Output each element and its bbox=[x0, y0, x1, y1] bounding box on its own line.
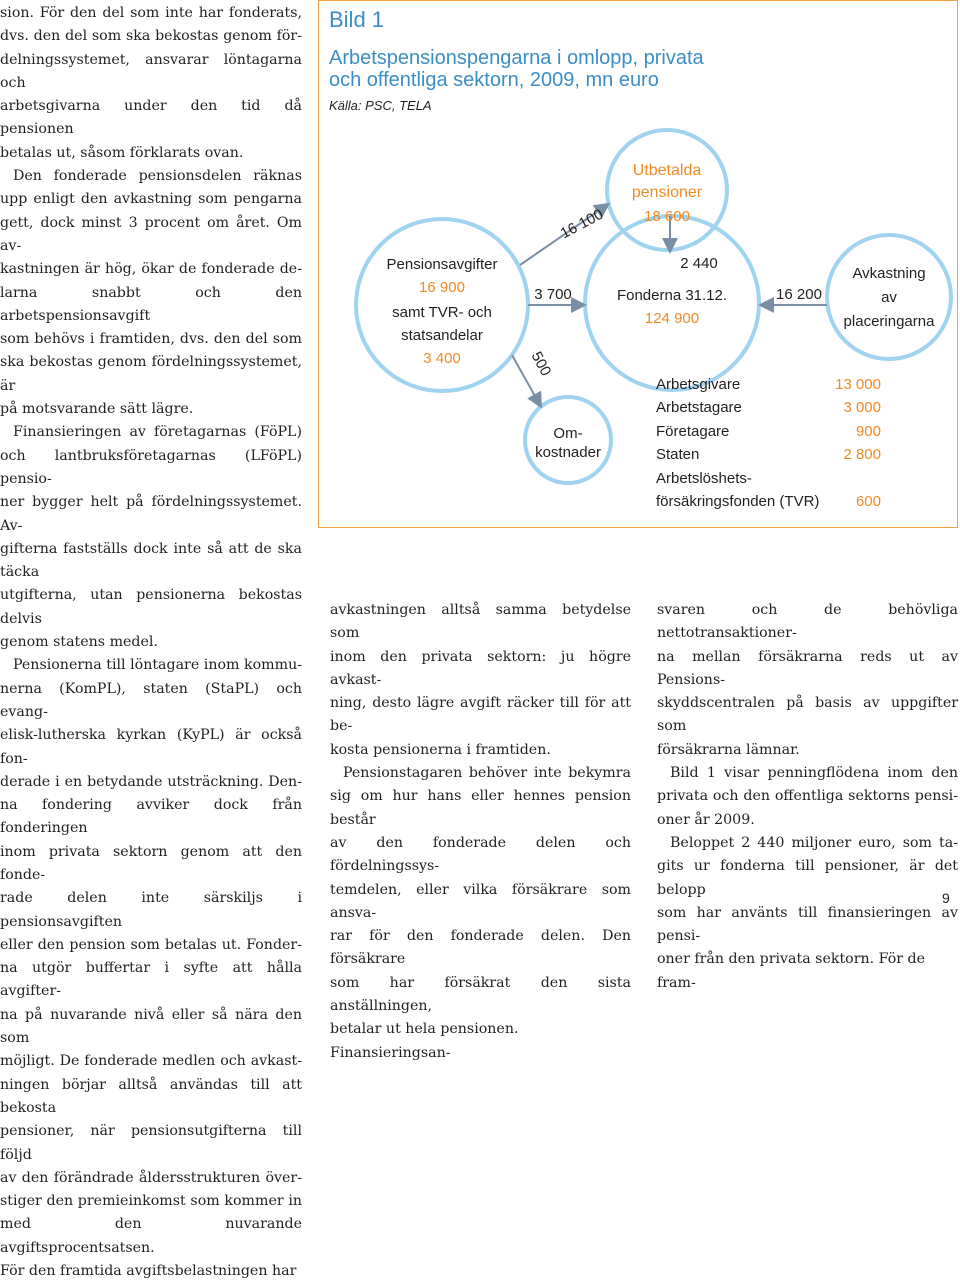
right-text-column bbox=[657, 599, 958, 995]
flow-label-funds-to-payouts: 2 440 bbox=[680, 255, 718, 272]
text-line: genom statens medel. bbox=[0, 634, 158, 651]
text-line: av den förändrade åldersstrukturen över- bbox=[0, 1169, 302, 1186]
text-line: na fondering avviker dock från fonderingen bbox=[0, 797, 302, 837]
text-line: För den framtida avgiftsbelastningen har bbox=[0, 1263, 297, 1280]
flow-diagram bbox=[0, 0, 960, 530]
text-line: kastningen är hög, ökar de fonderade de- bbox=[0, 261, 302, 278]
text-line: avkastningen alltså samma betydelse som bbox=[330, 602, 631, 642]
text-line: temdelen, eller vilka försäkrare som ansva- bbox=[330, 881, 631, 921]
text-line: med den nuvarande avgiftsprocentsatsen. bbox=[0, 1216, 302, 1256]
contributions-value: 3 400 bbox=[423, 350, 461, 367]
flow-label-returns-to-funds: 16 200 bbox=[776, 286, 822, 303]
text-line: sion. För den del som inte har fonderats, bbox=[0, 5, 302, 21]
returns-label: placeringarna bbox=[843, 313, 935, 330]
text-line: stiger den premieinkomst som kommer in bbox=[0, 1193, 302, 1210]
contributions-label: samt TVR- och bbox=[392, 304, 492, 321]
payer-breakdown-table bbox=[656, 376, 881, 510]
text-line: na på nuvarande nivå eller så nära den som bbox=[0, 1006, 302, 1047]
text-line: arbetsgivarna under den tid då pensionen bbox=[0, 98, 302, 138]
text-line: skyddscentralen på basis av uppgifter som bbox=[657, 695, 958, 735]
payer-label: Staten bbox=[656, 446, 700, 463]
text-line: ningen börjar alltså användas till att bekosta bbox=[0, 1076, 302, 1116]
payer-value: 900 bbox=[855, 423, 881, 440]
flow-label-to-admin: 500 bbox=[527, 348, 555, 379]
payer-label: Arbetsgivare bbox=[656, 376, 741, 393]
flow-label-to-funds: 3 700 bbox=[534, 286, 572, 303]
text-line: privata och den offentliga sektorns pensi- bbox=[657, 788, 958, 805]
figure-title-line: Arbetspensionspengarna i omlopp, privata bbox=[329, 47, 704, 69]
returns-label: av bbox=[881, 289, 897, 306]
text-line: betalas ut, såsom förklarats ovan. bbox=[0, 144, 244, 161]
payer-value: 3 000 bbox=[843, 399, 881, 416]
text-line: derade i en betydande utsträckning. Den- bbox=[0, 773, 302, 790]
text-line: na mellan försäkrarna reds ut av Pensions- bbox=[657, 648, 958, 688]
text-line: inom privata sektorn genom att den fonde- bbox=[0, 843, 302, 883]
text-line: Finansieringen av företagarnas (FöPL) bbox=[13, 424, 302, 441]
text-line: Pensionerna till löntagare inom kommu- bbox=[13, 657, 302, 674]
contributions-label: statsandelar bbox=[401, 327, 483, 344]
payer-label: försäkringsfonden (TVR) bbox=[656, 493, 820, 510]
text-line: pensioner, när pensionsutgifterna till följd bbox=[0, 1123, 302, 1163]
figure-source: Källa: PSC, TELA bbox=[329, 98, 432, 113]
payouts-label: pensioner bbox=[631, 184, 703, 201]
text-line: upp enligt den avkastning som pengarna bbox=[0, 191, 302, 208]
payer-value: 13 000 bbox=[835, 376, 881, 393]
text-line: Beloppet 2 440 miljoner euro, som ta- bbox=[670, 834, 958, 851]
figure-label: Bild 1 bbox=[329, 7, 385, 32]
text-line: na utgör buffertar i syfte att hålla avgifter- bbox=[0, 960, 302, 1000]
text-line: gifterna fastställs dock inte så att de ska täcka bbox=[0, 540, 302, 581]
text-line: kosta pensionerna i framtiden. bbox=[330, 741, 551, 758]
text-line: betalar ut hela pensionen. Finansieringsan- bbox=[330, 1021, 519, 1061]
text-line: Pensionstagaren behöver inte bekymra bbox=[343, 765, 631, 782]
text-line: rar för den fonderade delen. Den försäkrare bbox=[330, 928, 631, 968]
text-line: ner bygger helt på fördelningssystemet. Av- bbox=[0, 494, 302, 534]
payer-label: Företagare bbox=[656, 423, 730, 440]
text-line: gett, dock minst 3 procent om året. Om av- bbox=[0, 214, 302, 254]
text-line: nerna (KomPL), staten (StaPL) och evang- bbox=[0, 680, 302, 720]
text-line: Bild 1 visar penningflödena inom den bbox=[670, 765, 958, 782]
text-line: som behövs i framtiden, dvs. den del som bbox=[0, 331, 302, 348]
text-line: ska bekostas genom fördelningssystemet, är bbox=[0, 354, 302, 394]
text-line: som har använts till finansieringen av pensi- bbox=[657, 904, 958, 945]
text-line: av den fonderade delen och fördelningssys- bbox=[330, 834, 631, 875]
payer-label: Arbetslöshets- bbox=[656, 470, 752, 487]
payouts-value: 18 600 bbox=[644, 208, 690, 225]
text-line: utgifterna, utan pensionerna bekostas delvis bbox=[0, 587, 302, 627]
funds-value: 124 900 bbox=[644, 310, 700, 327]
text-line: dvs. den del som ska bekostas genom för- bbox=[0, 28, 302, 45]
text-line: rade delen inte särskiljs i pensionsavgiften bbox=[0, 890, 302, 930]
text-line: oner år 2009. bbox=[657, 811, 755, 828]
page-number: 9 bbox=[942, 890, 950, 906]
text-line: som har försäkrat den sista anställningen, bbox=[330, 974, 631, 1015]
text-line: elisk-lutherska kyrkan (KyPL) är också fon- bbox=[0, 727, 302, 767]
text-line: Den fonderade pensionsdelen räknas bbox=[13, 168, 302, 185]
text-line: möjligt. De fonderade medlen och avkast- bbox=[0, 1053, 302, 1070]
text-line: på motsvarande sätt lägre. bbox=[0, 401, 194, 418]
text-line: sig om hur hans eller hennes pension består bbox=[330, 788, 631, 828]
payer-label: Arbetstagare bbox=[656, 399, 742, 416]
text-line: delningssystemet, ansvarar löntagarna och bbox=[0, 51, 302, 91]
text-line: gits ur fonderna till pensioner, är det belopp bbox=[657, 858, 958, 898]
payer-value: 600 bbox=[855, 493, 881, 510]
text-line: inom den privata sektorn: ju högre avkast- bbox=[330, 648, 631, 688]
funds-label: Fonderna 31.12. bbox=[616, 287, 728, 304]
middle-text-column bbox=[330, 599, 631, 1065]
admin-label: Om- bbox=[553, 425, 583, 442]
text-line: larna snabbt och den arbetspensionsavgift bbox=[0, 284, 302, 324]
contributions-value: 16 900 bbox=[419, 279, 465, 296]
payouts-label: Utbetalda bbox=[632, 162, 702, 179]
text-line: eller den pension som betalas ut. Fonder- bbox=[0, 936, 302, 953]
text-line: ning, desto lägre avgift räcker till för att be- bbox=[330, 695, 631, 735]
admin-label: kostnader bbox=[535, 444, 601, 461]
flow-label-to-payouts: 16 100 bbox=[557, 205, 607, 243]
payer-value: 2 800 bbox=[843, 446, 881, 463]
returns-label: Avkastning bbox=[852, 265, 926, 282]
text-line: oner från den privata sektorn. För de fram- bbox=[657, 951, 926, 991]
contributions-label: Pensionsavgifter bbox=[386, 256, 498, 273]
figure-title-line: och offentliga sektorn, 2009, mn euro bbox=[329, 69, 659, 91]
text-line: försäkrarna lämnar. bbox=[657, 741, 800, 758]
text-line: och lantbruksföretagarnas (LFöPL) pensio- bbox=[0, 447, 302, 487]
text-line: svaren och de behövliga nettotransaktioner- bbox=[657, 602, 958, 642]
